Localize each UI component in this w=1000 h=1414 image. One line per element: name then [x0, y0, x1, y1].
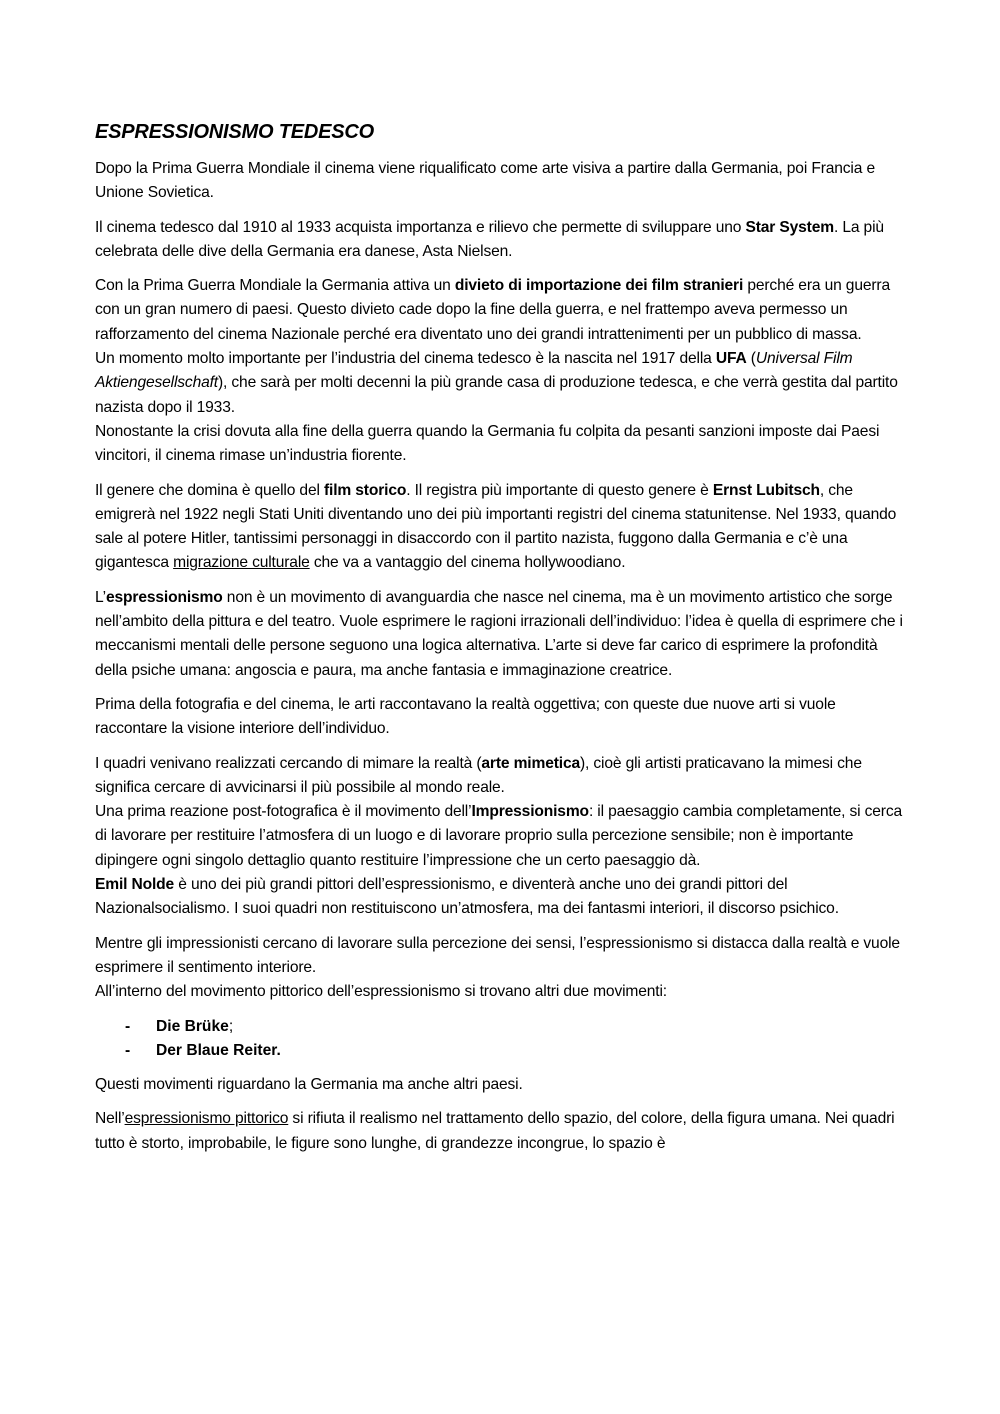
- paragraph-emil-nolde: [95, 873, 905, 922]
- bold-term-espressionismo: espressionismo: [105, 588, 223, 606]
- underlined-term-migrazione-culturale: migrazione culturale: [173, 554, 310, 572]
- list-item-tail: ;: [228, 1017, 234, 1035]
- paragraph-text: Nonostante la crisi dovuta alla fine della guerra quando la Germania fu colpita da pesanti sanzioni imposte dai Paesi vincitori, il cinema rimase un’industria fiorente.: [95, 422, 880, 465]
- bold-term-star-system: Star System: [745, 218, 834, 236]
- paragraph-text: , che emigrerà nel 1922 negli Stati Uniti diventando uno dei più importanti registri del cinema statunitense. Nel 1933, quando sale al potere Hitler, tantissimi personaggi in disaccordo con il partito nazista, fuggono dalla Germania e c’è una gigantesca: [95, 481, 897, 572]
- bold-term-ernst-lubitsch: Ernst Lubitsch: [712, 481, 820, 499]
- paragraph-historical-film: [95, 479, 905, 576]
- paragraph-photography: [95, 693, 905, 742]
- paragraph-text: All’interno del movimento pittorico dell’espressionismo si trovano altri due movimenti:: [95, 983, 667, 1001]
- paragraph-text: (: [746, 350, 756, 368]
- paragraph-text: Prima della fotografia e del cinema, le arti raccontavano la realtà oggettiva; con queste due nuove arti si vuole raccontare la visione interiore dell’individuo.: [95, 695, 836, 738]
- paragraph-text: . Il registra più importante di questo genere è: [406, 481, 713, 499]
- bold-term-import-ban: divieto di importazione dei film stranieri: [454, 277, 744, 295]
- paragraph-text: Mentre gli impressionisti cercano di lavorare sulla percezione dei sensi, l’espressionismo si distacca dalla realtà e vuole esprimere il sentimento interiore.: [95, 934, 900, 976]
- list-item-der-blaue-reiter: [95, 1039, 905, 1063]
- paragraph-text: Un momento molto importante per l’industria del cinema tedesco è la nascita nel 1917 della: [95, 350, 716, 368]
- paragraph-text: Il genere che domina è quello del: [95, 481, 324, 499]
- bold-term-arte-mimetica: arte mimetica: [481, 754, 580, 772]
- paragraph-postwar-crisis: [95, 420, 905, 469]
- paragraph-text: che va a vantaggio del cinema hollywoodiano.: [309, 554, 626, 572]
- italic-term-ufa-full-name: Universal Film Aktiengesellschaft: [95, 350, 853, 392]
- paragraph-text: I quadri venivano realizzati cercando di mimare la realtà (: [95, 754, 482, 772]
- paragraph-text: ), cioè gli artisti praticavano la mimesi che significa cercare di avvicinarsi il più possibile al mondo reale.: [95, 754, 862, 796]
- paragraph-text: è uno dei più grandi pittori dell’espressionismo, e diventerà anche uno dei grandi pittori del Nazionalsocialismo. I suoi quadri non restituiscono un’atmosfera, ma dei fantasmi interiori, il discorso psichico.: [95, 876, 839, 918]
- bold-term-der-blaue-reiter: Der Blaue Reiter.: [156, 1041, 281, 1059]
- paragraph-text: Dopo la Prima Guerra Mondiale il cinema viene riqualificato come arte visiva a partire dalla Germania, poi Francia e Unione Sovietica.: [95, 160, 875, 202]
- movements-list: [95, 1015, 905, 1064]
- paragraph-expressionism: [95, 586, 905, 683]
- paragraph-text: L’: [95, 588, 106, 606]
- list-dash-marker: -: [125, 1041, 131, 1059]
- paragraph-text: Nell’: [95, 1110, 125, 1128]
- document-title: ESPRESSIONISMO TEDESCO: [95, 121, 374, 143]
- paragraph-text: perché era un guerra con un gran numero di paesi. Questo divieto cade dopo la fine della guerra, e nel frattempo aveva permesso un rafforzamento del cinema Nazionale perché era diventato uno dei grandi intrattenimenti per un pubblico di massa.: [95, 277, 890, 343]
- paragraph-text: Il cinema tedesco dal 1910 al 1933 acquista importanza e rilievo che permette di sviluppare uno: [95, 218, 746, 236]
- paragraph-text: non è un movimento di avanguardia che nasce nel cinema, ma è un movimento artistico che sorge nell’ambito della pittura e del teatro. Vuole esprimere le ragioni irrazionali dell’individuo: l’idea è quella di esprimere che i meccanismi mentali delle persone seguono una logica alternativa. L’arte si deve far carico di esprimere la profondità della psiche umana: angoscia e paura, ma anche fantasia e immaginazione creatrice.: [95, 588, 903, 679]
- paragraph-text: : il paesaggio cambia completamente, si cerca di lavorare per restituire l’atmosfera di un luogo e di lavorare proprio sulla percezione sensibile; non è importante dipingere ogni singolo dettaglio quanto restituire l’impressione che un certo paesaggio dà.: [95, 803, 903, 869]
- paragraph-text: Una prima reazione post-fotografica è il movimento dell’: [95, 803, 472, 821]
- paragraph-text: ), che sarà per molti decenni la più grande casa di produzione tedesca, e che verrà gestita dal partito nazista dopo il 1933.: [95, 374, 898, 416]
- paragraph-text: . La più celebrata delle dive della Germania era danese, Asta Nielsen.: [95, 218, 884, 260]
- paragraph-text: Con la Prima Guerra Mondiale la Germania attiva un: [95, 277, 455, 295]
- paragraph-mimetic-art: [95, 752, 905, 801]
- list-dash-marker: -: [125, 1017, 131, 1035]
- paragraph-impressionism: [95, 800, 905, 873]
- paragraph-text: si rifiuta il realismo nel trattamento dello spazio, del colore, della figura umana. Nei quadri tutto è storto, improbabile, le figure sono lunghe, di grandezze incongrue, lo spazio è: [95, 1110, 895, 1152]
- paragraph-star-system: [95, 216, 905, 265]
- paragraph-import-ban: [95, 274, 905, 347]
- underlined-term-espressionismo-pittorico: espressionismo pittorico: [124, 1110, 289, 1128]
- paragraph-ufa: [95, 347, 905, 420]
- bold-term-die-brueke: Die Brüke: [156, 1017, 229, 1035]
- paragraph-pictorial-expressionism: [95, 1107, 905, 1156]
- document-page: [95, 118, 905, 1166]
- paragraph-other-countries: [95, 1073, 905, 1097]
- paragraph-senses: [95, 932, 905, 981]
- paragraph-postwar-cinema: [95, 157, 905, 206]
- bold-term-film-storico: film storico: [323, 481, 407, 499]
- bold-term-emil-nolde: Emil Nolde: [95, 876, 175, 894]
- paragraph-text: Questi movimenti riguardano la Germania ma anche altri paesi.: [95, 1076, 523, 1094]
- list-item-die-brueke: [95, 1015, 905, 1039]
- bold-term-impressionismo: Impressionismo: [471, 803, 589, 821]
- paragraph-movements-intro: [95, 980, 905, 1004]
- bold-term-ufa: UFA: [715, 350, 747, 368]
